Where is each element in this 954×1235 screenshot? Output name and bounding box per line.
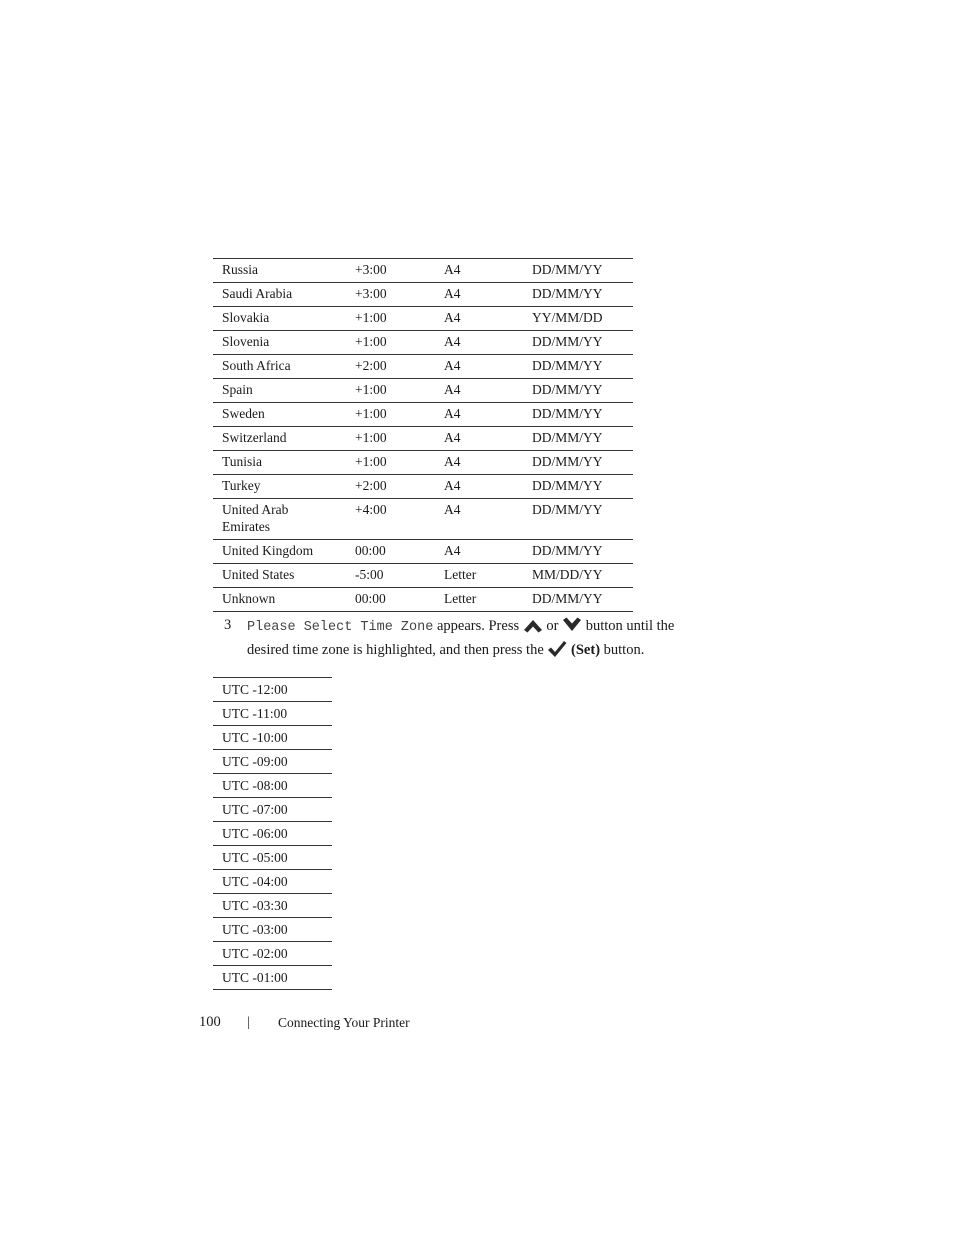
country-cell: United States (213, 564, 355, 588)
offset-cell: +1:00 (355, 427, 444, 451)
country-cell: Saudi Arabia (213, 283, 355, 307)
timezone-row (213, 918, 332, 942)
timezone-row (213, 870, 332, 894)
timezone-row (213, 678, 332, 702)
date-format-cell: MM/DD/YY (532, 564, 633, 588)
date-format-cell: DD/MM/YY (532, 451, 633, 475)
table-row (213, 451, 633, 475)
timezone-row (213, 774, 332, 798)
table-row (213, 588, 633, 612)
country-cell: Slovenia (213, 331, 355, 355)
table-row (213, 475, 633, 499)
timezone-cell: UTC -09:00 (213, 750, 332, 774)
country-table-body (213, 259, 633, 612)
section-title: Connecting Your Printer (278, 1015, 410, 1030)
country-cell: Russia (213, 259, 355, 283)
offset-cell: +1:00 (355, 403, 444, 427)
step-text-end: button. (603, 642, 645, 658)
offset-cell: 00:00 (355, 588, 444, 612)
timezone-cell: UTC -01:00 (213, 966, 332, 990)
country-cell: Sweden (213, 403, 355, 427)
timezone-cell: UTC -07:00 (213, 798, 332, 822)
paper-size-cell: Letter (444, 564, 532, 588)
offset-cell: 00:00 (355, 540, 444, 564)
paper-size-cell: A4 (444, 427, 532, 451)
footer-separator: | (247, 1014, 250, 1029)
timezone-row (213, 702, 332, 726)
table-row (213, 427, 633, 451)
offset-cell: +3:00 (355, 283, 444, 307)
timezone-cell: UTC -12:00 (213, 678, 332, 702)
table-row (213, 379, 633, 403)
paper-size-cell: A4 (444, 499, 532, 540)
timezone-row (213, 726, 332, 750)
timezone-table-body (213, 678, 332, 990)
table-row (213, 307, 633, 331)
table-row (213, 283, 633, 307)
step-line-2: desired time zone is highlighted, and then press the (247, 642, 544, 658)
country-cell: Unknown (213, 588, 355, 612)
timezone-cell: UTC -08:00 (213, 774, 332, 798)
timezone-cell: UTC -05:00 (213, 846, 332, 870)
paper-size-cell: A4 (444, 283, 532, 307)
paper-size-cell: A4 (444, 475, 532, 499)
instruction-step (224, 616, 724, 664)
offset-cell: +1:00 (355, 307, 444, 331)
date-format-cell: DD/MM/YY (532, 427, 633, 451)
offset-cell: +1:00 (355, 451, 444, 475)
panel-message: Please Select Time Zone (247, 620, 434, 635)
down-arrow-icon (562, 616, 582, 640)
checkmark-icon (547, 640, 567, 664)
country-settings-table (213, 258, 633, 612)
paper-size-cell: A4 (444, 259, 532, 283)
date-format-cell: DD/MM/YY (532, 403, 633, 427)
offset-cell: +4:00 (355, 499, 444, 540)
timezone-table (213, 677, 332, 990)
paper-size-cell: A4 (444, 379, 532, 403)
offset-cell: +1:00 (355, 379, 444, 403)
timezone-row (213, 966, 332, 990)
paper-size-cell: A4 (444, 540, 532, 564)
step-text-until: button until the (585, 618, 675, 634)
timezone-cell: UTC -03:30 (213, 894, 332, 918)
table-row (213, 355, 633, 379)
timezone-row (213, 846, 332, 870)
timezone-row (213, 942, 332, 966)
table-row (213, 259, 633, 283)
up-arrow-icon (523, 616, 543, 640)
table-row (213, 564, 633, 588)
timezone-row (213, 798, 332, 822)
country-cell: United Arab Emirates (213, 499, 355, 540)
table-row (213, 403, 633, 427)
country-cell: Turkey (213, 475, 355, 499)
offset-cell: +2:00 (355, 475, 444, 499)
offset-cell: +3:00 (355, 259, 444, 283)
country-cell: Slovakia (213, 307, 355, 331)
timezone-cell: UTC -04:00 (213, 870, 332, 894)
paper-size-cell: A4 (444, 355, 532, 379)
timezone-cell: UTC -10:00 (213, 726, 332, 750)
date-format-cell: DD/MM/YY (532, 283, 633, 307)
country-cell: Switzerland (213, 427, 355, 451)
date-format-cell: DD/MM/YY (532, 540, 633, 564)
step-number: 3 (224, 617, 232, 633)
timezone-row (213, 750, 332, 774)
country-cell: Tunisia (213, 451, 355, 475)
paper-size-cell: A4 (444, 331, 532, 355)
timezone-cell: UTC -06:00 (213, 822, 332, 846)
timezone-cell: UTC -11:00 (213, 702, 332, 726)
offset-cell: +2:00 (355, 355, 444, 379)
timezone-row (213, 894, 332, 918)
paper-size-cell: A4 (444, 451, 532, 475)
timezone-cell: UTC -02:00 (213, 942, 332, 966)
date-format-cell: DD/MM/YY (532, 379, 633, 403)
paper-size-cell: A4 (444, 307, 532, 331)
paper-size-cell: A4 (444, 403, 532, 427)
date-format-cell: YY/MM/DD (532, 307, 633, 331)
date-format-cell: DD/MM/YY (532, 259, 633, 283)
offset-cell: -5:00 (355, 564, 444, 588)
timezone-cell: UTC -03:00 (213, 918, 332, 942)
set-button-label: (Set) (571, 642, 601, 658)
table-row (213, 499, 633, 540)
table-row (213, 540, 633, 564)
table-row (213, 331, 633, 355)
paper-size-cell: Letter (444, 588, 532, 612)
date-format-cell: DD/MM/YY (532, 588, 633, 612)
country-cell: United Kingdom (213, 540, 355, 564)
offset-cell: +1:00 (355, 331, 444, 355)
date-format-cell: DD/MM/YY (532, 355, 633, 379)
country-cell: South Africa (213, 355, 355, 379)
date-format-cell: DD/MM/YY (532, 475, 633, 499)
date-format-cell: DD/MM/YY (532, 499, 633, 540)
country-cell: Spain (213, 379, 355, 403)
timezone-row (213, 822, 332, 846)
step-text-or: or (546, 618, 559, 634)
step-body (247, 616, 724, 664)
step-text-appears: appears. Press (436, 618, 520, 634)
date-format-cell: DD/MM/YY (532, 331, 633, 355)
page-number: 100 (199, 1014, 221, 1030)
